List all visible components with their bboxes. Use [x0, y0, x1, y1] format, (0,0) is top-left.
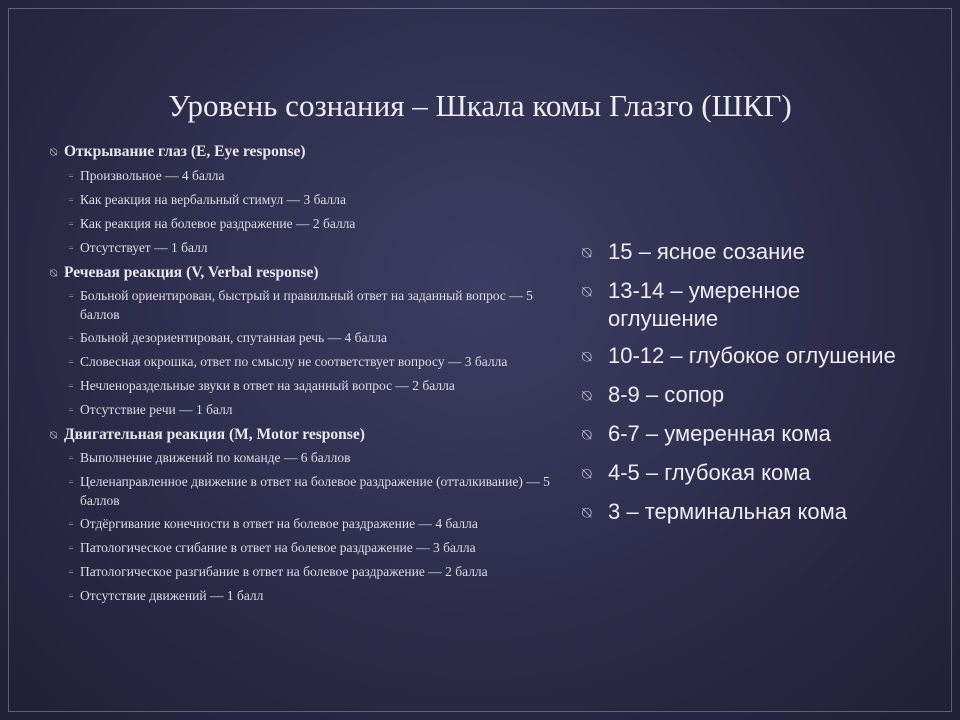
- list-item: ⍨ Произвольное — 4 балла: [68, 167, 560, 187]
- sub-bullet-icon: ⍨: [68, 218, 74, 230]
- sub-bullet-icon: ⍨: [68, 194, 74, 206]
- sub-bullet-icon: ⍨: [68, 590, 74, 602]
- list-item: ⍨ Нечленораздельные звуки в ответ на заданный вопрос — 2 балла: [68, 377, 560, 397]
- section-eye-response: [50, 142, 560, 258]
- list-item: ⍨ Словесная окрошка, ответ по смыслу не соответствует вопросу — 3 балла: [68, 353, 560, 373]
- scale-item: ⍉ 15 – ясное созание: [582, 238, 912, 268]
- sub-bullet-icon: ⍨: [68, 542, 74, 554]
- bullet-icon: ⍉: [582, 284, 592, 301]
- scale-item: ⍉ 8-9 – сопор: [582, 381, 912, 411]
- gcs-score-scale: [582, 238, 912, 537]
- bullet-icon: ⍉: [50, 145, 58, 159]
- sub-bullet-icon: ⍨: [68, 380, 74, 392]
- slide-title: Уровень сознания – Шкала комы Глазго (ШКГ): [168, 88, 792, 123]
- sub-bullet-icon: ⍨: [68, 291, 74, 302]
- sub-bullet-icon: ⍨: [68, 356, 74, 368]
- list-item: ⍨ Отдёргивание конечности в ответ на болевое раздражение — 4 балла: [68, 515, 560, 535]
- sub-bullet-icon: ⍨: [68, 332, 74, 344]
- section-heading: Двигательная реакция (M, Motor response): [64, 425, 365, 443]
- bullet-icon: ⍉: [582, 427, 592, 444]
- sub-bullet-icon: ⍨: [68, 566, 74, 578]
- section-motor-response: [50, 425, 560, 607]
- sub-bullet-icon: ⍨: [68, 242, 74, 254]
- list-item: ⍨ Отсутствует — 1 балл: [68, 239, 560, 259]
- list-item: ⍨ Отсутствие речи — 1 балл: [68, 401, 560, 421]
- scale-item: ⍉ 6-7 – умеренная кома: [582, 420, 912, 450]
- bullet-icon: ⍉: [582, 388, 592, 405]
- list-item: ⍨ Больной ориентирован, быстрый и правильный ответ на заданный вопрос — 5 баллов: [68, 288, 533, 322]
- section-verbal-response: [50, 263, 560, 421]
- scale-item: ⍉ 3 – терминальная кома: [582, 498, 912, 528]
- sub-bullet-icon: ⍨: [68, 170, 74, 182]
- scale-item: ⍉ 13-14 – умеренное оглушение: [582, 278, 801, 331]
- list-item: ⍨ Патологическое сгибание в ответ на болевое раздражение — 3 балла: [68, 539, 560, 559]
- bullet-icon: ⍉: [582, 349, 592, 366]
- scale-item: ⍉ 4-5 – глубокая кома: [582, 459, 912, 489]
- sub-bullet-icon: ⍨: [68, 404, 74, 416]
- list-item: ⍨ Выполнение движений по команде — 6 баллов: [68, 449, 560, 469]
- bullet-icon: ⍉: [582, 466, 592, 483]
- section-heading: Речевая реакция (V, Verbal response): [64, 263, 319, 281]
- bullet-icon: ⍉: [582, 505, 592, 522]
- section-heading: Открывание глаз (E, Eye response): [64, 143, 306, 160]
- list-item: ⍨ Как реакция на вербальный стимул — 3 балла: [68, 191, 560, 211]
- bullet-icon: ⍉: [50, 265, 58, 280]
- gcs-criteria: [50, 140, 560, 611]
- list-item: ⍨ Целенаправленное движение в ответ на болевое раздражение (отталкивание) — 5 баллов: [68, 474, 550, 508]
- list-item: ⍨ Патологическое разгибание в ответ на болевое раздражение — 2 балла: [68, 563, 560, 583]
- sub-bullet-icon: ⍨: [68, 453, 74, 464]
- bullet-icon: ⍉: [582, 245, 592, 262]
- sub-bullet-icon: ⍨: [68, 518, 74, 530]
- sub-bullet-icon: ⍨: [68, 477, 74, 488]
- bullet-icon: ⍉: [50, 427, 58, 442]
- list-item: ⍨ Как реакция на болевое раздражение — 2 балла: [68, 215, 560, 235]
- list-item: ⍨ Больной дезориентирован, спутанная речь — 4 балла: [68, 329, 560, 349]
- scale-item: ⍉ 10-12 – глубокое оглушение: [582, 342, 912, 372]
- list-item: ⍨ Отсутствие движений — 1 балл: [68, 587, 560, 607]
